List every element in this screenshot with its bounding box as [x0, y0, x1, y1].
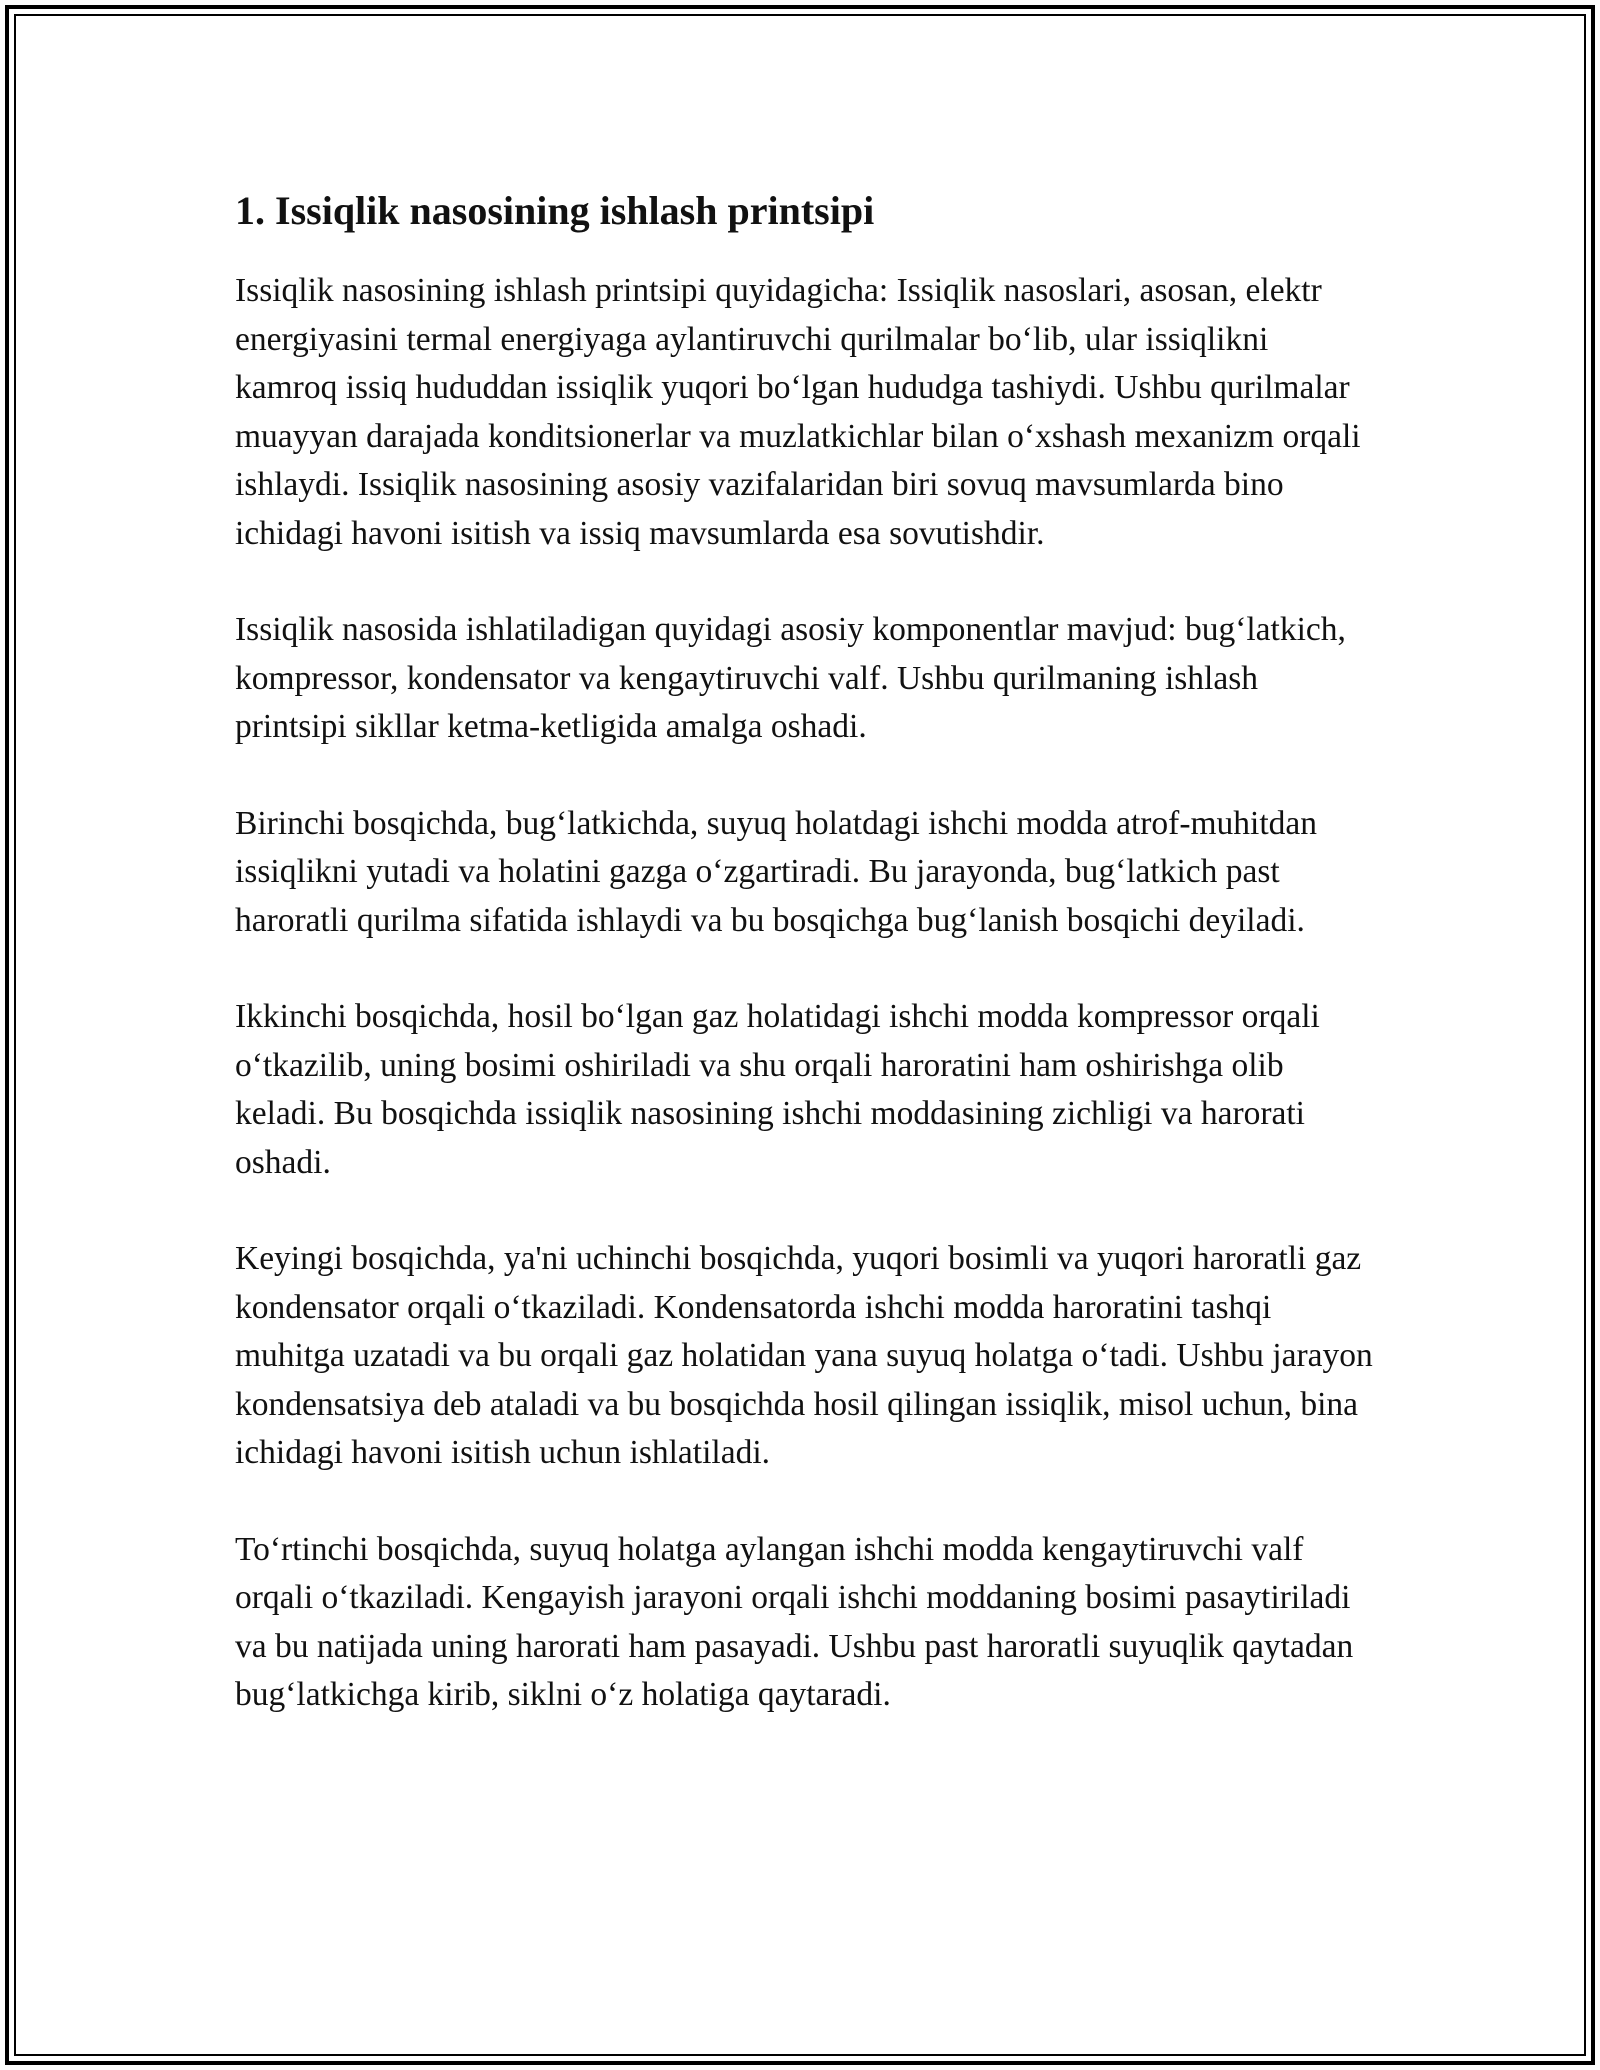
document-body	[235, 185, 1375, 1720]
paragraph-stage-4: To‘rtinchi bosqichda, suyuq holatga aylangan ishchi modda kengaytiruvchi valf orqali o‘tkaziladi. Kengayish jarayoni orqali ishchi moddaning bosimi pasaytiriladi va bu natijada uning harorati ham pasayadi. Ushbu past haroratli suyuqlik qaytadan bug‘latkichga kirib, siklni o‘z holatiga qaytaradi.	[235, 1530, 1354, 1713]
paragraph-components: Issiqlik nasosida ishlatiladigan quyidagi asosiy komponentlar mavjud: bug‘latkich, kompressor, kondensator va kengaytiruvchi valf. Ushbu qurilmaning ishlash printsipi sikllar ketma-ketligida amalga oshadi.	[235, 611, 1346, 745]
section-heading: 1. Issiqlik nasosining ishlash printsipi	[235, 188, 875, 233]
paragraph-stage-1: Birinchi bosqichda, bug‘latkichda, suyuq holatdagi ishchi modda atrof-muhitdan issiqlikni yutadi va holatini gazga o‘zgartiradi. Bu jarayonda, bug‘latkich past haroratli qurilma sifatida ishlaydi va bu bosqichga bug‘lanish bosqichi deyiladi.	[235, 804, 1318, 939]
paragraph-intro: Issiqlik nasosining ishlash printsipi quyidagicha: Issiqlik nasoslari, asosan, elektr energiyasini termal energiyaga aylantiruvchi qurilmalar bo‘lib, ular issiqlikni kamroq issiq hududdan issiqlik yuqori bo‘lgan hududga tashiydi. Ushbu qurilmalar muayyan darajada konditsionerlar va muzlatkichlar bilan o‘xshash mexanizm orqali ishlaydi. Issiqlik nasosining asosiy vazifalaridan biri sovuq mavsumlarda bino ichidagi havoni isitish va issiq mavsumlarda esa sovutishdir.	[235, 272, 1361, 552]
paragraph-stage-2: Ikkinchi bosqichda, hosil bo‘lgan gaz holatidagi ishchi modda kompressor orqali o‘tkazilib, uning bosimi oshiriladi va shu orqali haroratini ham oshirishga olib keladi. Bu bosqichda issiqlik nasosining ishchi moddasining zichligi va harorati oshadi.	[235, 998, 1320, 1181]
paragraph-stage-3: Keyingi bosqichda, ya'ni uchinchi bosqichda, yuqori bosimli va yuqori haroratli gaz kondensator orqali o‘tkaziladi. Kondensatorda ishchi modda haroratini tashqi muhitga uzatadi va bu orqali gaz holatidan yana suyuq holatga o‘tadi. Ushbu jarayon kondensatsiya deb ataladi va bu bosqichda hosil qilingan issiqlik, misol uchun, bina ichidagi havoni isitish uchun ishlatiladi.	[235, 1240, 1373, 1471]
